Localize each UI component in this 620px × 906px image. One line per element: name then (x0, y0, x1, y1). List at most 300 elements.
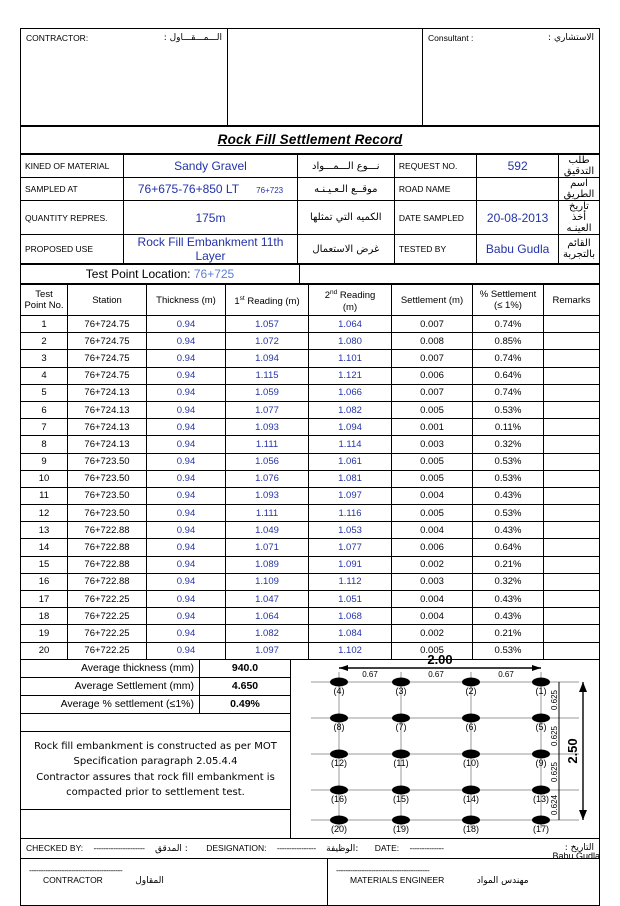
sampled-at-arabic: موقــع الـعـيـنـه (297, 178, 394, 201)
test-point-label-8: (8) (333, 721, 345, 732)
cell-thickness: 0.94 (147, 573, 226, 590)
table-row (21, 608, 599, 625)
cell-thickness: 0.94 (147, 591, 226, 608)
cell-settlement: 0.006 (392, 539, 473, 556)
test-point-label-5: (5) (535, 721, 547, 732)
cell-station: 76+724.13 (68, 436, 147, 453)
col-first-reading-rest: Reading (m) (244, 296, 300, 308)
checked-by-line[interactable]: --------------------- (93, 842, 145, 853)
quantity-repres-value[interactable]: 175m (124, 201, 297, 235)
cell-thickness: 0.94 (147, 487, 226, 504)
col-second-reading-rest: Reading (337, 290, 376, 302)
cell-test-point-no: 8 (21, 436, 68, 453)
sampled-at-chainage: 76+675-76+850 LT (137, 182, 239, 196)
dim-v-1: 0.625 (550, 725, 559, 746)
proposed-use-arabic: غرض الاستعمال (297, 235, 394, 264)
col-second-reading-num: 2 (324, 290, 331, 302)
test-point-label-20: (20) (330, 823, 348, 834)
consultant-cell (423, 29, 600, 126)
info-row-quantity (21, 201, 599, 235)
cell-second-reading: 1.068 (309, 608, 392, 625)
contractor-signature-cell[interactable] (21, 858, 328, 905)
spacer-cell (21, 713, 290, 731)
col-remarks: Remarks (544, 285, 600, 316)
table-row (21, 522, 599, 539)
test-point-location-value[interactable]: 76+725 (193, 267, 235, 281)
sampled-at-extra: 76+723 (256, 186, 284, 195)
test-point-label-11: (11) (393, 757, 409, 768)
cell-remarks (544, 591, 600, 608)
cell-first-reading: 1.111 (226, 436, 309, 453)
info-row-sampled-at (21, 178, 599, 201)
col-pct-line2: (≤ 1%) (494, 300, 522, 311)
cell-settlement: 0.002 (392, 625, 473, 642)
average-settlement-row (21, 677, 290, 695)
cell-pct-settlement: 0.85% (473, 333, 544, 350)
cell-settlement: 0.003 (392, 573, 473, 590)
dim-arrow-right-bottom (579, 810, 587, 820)
kind-of-material-value[interactable]: Sandy Gravel (124, 155, 297, 178)
note-line-1: Rock fill embankment is constructed as per MOT (34, 740, 277, 752)
road-name-value[interactable] (477, 178, 559, 201)
form-sheet (20, 28, 600, 906)
cell-first-reading: 1.049 (226, 522, 309, 539)
cell-second-reading: 1.082 (309, 401, 392, 418)
info-row-material (21, 155, 599, 178)
test-point-location-cell (21, 265, 300, 284)
average-pct-row (21, 695, 290, 713)
cell-station: 76+723.50 (68, 505, 147, 522)
road-name-arabic: اسم الطريق (558, 178, 599, 201)
cell-test-point-no: 7 (21, 419, 68, 436)
cell-settlement: 0.005 (392, 401, 473, 418)
cell-thickness: 0.94 (147, 642, 226, 659)
test-point-label-19: (19) (392, 823, 410, 834)
consultant-label: Consultant : (428, 33, 474, 43)
average-pct-value: 0.49% (200, 695, 291, 713)
cell-second-reading: 1.097 (309, 487, 392, 504)
cell-thickness: 0.94 (147, 539, 226, 556)
dim-h-2: 0.67 (498, 669, 514, 679)
cell-second-reading: 1.121 (309, 367, 392, 384)
cell-first-reading: 1.076 (226, 470, 309, 487)
designation-arabic: الوظيفة: (326, 843, 359, 854)
cell-remarks (544, 333, 600, 350)
cell-remarks (544, 401, 600, 418)
note-line-3: Contractor assures that rock fill embankment is (36, 771, 275, 783)
cell-test-point-no: 15 (21, 556, 68, 573)
date-arabic: التاريخ : (564, 842, 594, 853)
settlement-data-table (21, 284, 599, 660)
average-settlement-value: 4.650 (200, 677, 291, 695)
title-cell (21, 127, 599, 154)
cell-second-reading: 1.116 (309, 505, 392, 522)
date-sampled-label: DATE SAMPLED (394, 201, 476, 235)
byline-wrap (0, 843, 600, 864)
cell-station: 76+722.88 (68, 522, 147, 539)
test-point-label-3: (3) (395, 685, 407, 696)
cell-remarks (544, 350, 600, 367)
info-row-proposed-use (21, 235, 599, 264)
cell-pct-settlement: 0.64% (473, 367, 544, 384)
cell-first-reading: 1.093 (226, 419, 309, 436)
test-point-label-13: (13) (532, 793, 550, 804)
cell-test-point-no: 18 (21, 608, 68, 625)
table-row (21, 556, 599, 573)
cell-pct-settlement: 0.43% (473, 522, 544, 539)
spacer-row (21, 713, 290, 731)
col-test-point-no (21, 285, 68, 316)
cell-second-reading: 1.112 (309, 573, 392, 590)
table-row (21, 350, 599, 367)
dim-arrow-top-1 (532, 665, 541, 671)
test-point-label-2: (2) (465, 685, 477, 696)
cell-pct-settlement: 0.53% (473, 470, 544, 487)
cell-station: 76+724.13 (68, 384, 147, 401)
summary-panel (21, 660, 291, 838)
cell-test-point-no: 6 (21, 401, 68, 418)
cell-remarks (544, 453, 600, 470)
table-row (21, 642, 599, 659)
cell-settlement: 0.004 (392, 487, 473, 504)
cell-remarks (544, 642, 600, 659)
note-row (21, 731, 290, 809)
cell-thickness: 0.94 (147, 333, 226, 350)
cell-remarks (544, 608, 600, 625)
cell-second-reading: 1.091 (309, 556, 392, 573)
col-station: Station (68, 285, 147, 316)
cell-second-reading: 1.084 (309, 625, 392, 642)
designation-line[interactable]: ---------------- (276, 842, 316, 853)
dim-v-0: 0.625 (550, 689, 559, 710)
date-label: DATE: (374, 842, 400, 853)
cell-test-point-no: 5 (21, 384, 68, 401)
table-row (21, 487, 599, 504)
cell-first-reading: 1.093 (226, 487, 309, 504)
cell-remarks (544, 505, 600, 522)
col-first-reading (226, 285, 309, 316)
col-first-reading-num: 1 (234, 296, 240, 308)
sampled-at-label: SAMPLED AT (21, 178, 124, 201)
test-point-label-14: (14) (462, 793, 480, 804)
table-row (21, 419, 599, 436)
cell-first-reading: 1.047 (226, 591, 309, 608)
test-point-label-18: (18) (462, 823, 480, 834)
cell-settlement: 0.004 (392, 608, 473, 625)
note-line-2: Specification paragraph 2.05.4.4 (73, 756, 238, 768)
cell-pct-settlement: 0.21% (473, 556, 544, 573)
table-body (21, 316, 599, 660)
cell-settlement: 0.007 (392, 316, 473, 333)
table-row (21, 384, 599, 401)
checked-by-label: CHECKED BY: (26, 842, 84, 853)
cell-second-reading: 1.114 (309, 436, 392, 453)
cell-station: 76+722.88 (68, 556, 147, 573)
materials-engineer-label: MATERIALS ENGINEER (350, 874, 445, 885)
stamp-cell (228, 29, 423, 126)
cell-second-reading: 1.061 (309, 453, 392, 470)
averages-table (21, 660, 290, 827)
cell-thickness: 0.94 (147, 316, 226, 333)
date-sampled-value[interactable]: 20-08-2013 (477, 201, 559, 235)
cell-thickness: 0.94 (147, 419, 226, 436)
cell-pct-settlement: 0.53% (473, 401, 544, 418)
cell-settlement: 0.006 (392, 367, 473, 384)
col-settlement: Settlement (m) (392, 285, 473, 316)
cell-thickness: 0.94 (147, 453, 226, 470)
cell-test-point-no: 19 (21, 625, 68, 642)
contractor-label: CONTRACTOR: (26, 33, 89, 43)
cell-test-point-no: 20 (21, 642, 68, 659)
cell-first-reading: 1.056 (226, 453, 309, 470)
test-point-label-4: (4) (333, 685, 345, 696)
col-thickness: Thickness (m) (147, 285, 226, 316)
cell-settlement: 0.005 (392, 453, 473, 470)
blank-cell (21, 809, 290, 827)
cell-first-reading: 1.111 (226, 505, 309, 522)
cell-station: 76+722.25 (68, 591, 147, 608)
test-point-label-7: (7) (395, 721, 407, 732)
cell-remarks (544, 625, 600, 642)
request-no-label: REQUEST NO. (394, 155, 476, 178)
cell-settlement: 0.004 (392, 522, 473, 539)
dim-total-height-label: 2.50 (565, 738, 580, 764)
cell-first-reading: 1.059 (226, 384, 309, 401)
cell-thickness: 0.94 (147, 350, 226, 367)
cell-second-reading: 1.081 (309, 470, 392, 487)
cell-station: 76+722.88 (68, 573, 147, 590)
cell-first-reading: 1.077 (226, 401, 309, 418)
table-row (21, 591, 599, 608)
cell-thickness: 0.94 (147, 608, 226, 625)
test-point-label-15: (15) (392, 793, 410, 804)
cell-test-point-no: 16 (21, 573, 68, 590)
cell-thickness: 0.94 (147, 522, 226, 539)
col-first-reading-sup: st (239, 294, 245, 302)
cell-settlement: 0.003 (392, 436, 473, 453)
cell-pct-settlement: 0.53% (473, 505, 544, 522)
title-band (21, 126, 599, 154)
materials-engineer-arabic: مهندس المواد (476, 875, 529, 886)
cell-station: 76+722.25 (68, 642, 147, 659)
cell-settlement: 0.002 (392, 556, 473, 573)
cell-station: 76+724.75 (68, 350, 147, 367)
cell-second-reading: 1.094 (309, 419, 392, 436)
contractor-cell (21, 29, 228, 126)
test-point-location-label: Test Point Location: (85, 267, 191, 281)
cell-first-reading: 1.109 (226, 573, 309, 590)
cell-thickness: 0.94 (147, 367, 226, 384)
kind-of-material-label: KINED OF MATERIAL (21, 155, 124, 178)
request-no-value[interactable]: 592 (477, 155, 559, 178)
byline: Babu Gudla (552, 851, 600, 861)
cell-remarks (544, 522, 600, 539)
table-row (21, 470, 599, 487)
test-point-label-16: (16) (330, 793, 348, 804)
test-point-label-1: (1) (535, 685, 547, 696)
quantity-repres-arabic: الكميه التي تمثلها (297, 201, 394, 235)
cell-thickness: 0.94 (147, 556, 226, 573)
cell-test-point-no: 1 (21, 316, 68, 333)
blank-row (21, 809, 290, 827)
cell-station: 76+724.75 (68, 367, 147, 384)
page-title: Rock Fill Settlement Record (217, 132, 403, 147)
proposed-use-label: PROPOSED USE (21, 235, 124, 264)
sampled-at-value[interactable] (124, 178, 297, 201)
col-second-reading-sup: nd (330, 289, 338, 297)
col-second-reading-line2: (m) (342, 301, 358, 313)
cell-settlement: 0.008 (392, 333, 473, 350)
cell-first-reading: 1.071 (226, 539, 309, 556)
col-pct-settlement (473, 285, 544, 316)
table-row (21, 316, 599, 333)
cell-pct-settlement: 0.32% (473, 573, 544, 590)
tested-by-arabic: القائم بالتجربة (558, 235, 599, 264)
cell-test-point-no: 12 (21, 505, 68, 522)
cell-thickness: 0.94 (147, 505, 226, 522)
cell-settlement: 0.007 (392, 384, 473, 401)
designation-label: DESIGNATION: (206, 842, 267, 853)
cell-station: 76+724.13 (68, 419, 147, 436)
cell-pct-settlement: 0.21% (473, 625, 544, 642)
test-point-label-17: (17) (532, 823, 550, 834)
cell-remarks (544, 316, 600, 333)
cell-test-point-no: 13 (21, 522, 68, 539)
cell-station: 76+724.75 (68, 316, 147, 333)
cell-test-point-no: 4 (21, 367, 68, 384)
cell-test-point-no: 3 (21, 350, 68, 367)
cell-pct-settlement: 0.74% (473, 316, 544, 333)
note-block (21, 732, 290, 809)
cell-settlement: 0.005 (392, 505, 473, 522)
cell-second-reading: 1.080 (309, 333, 392, 350)
cell-station: 76+722.25 (68, 608, 147, 625)
dim-arrow-right-top (579, 682, 587, 692)
average-pct-label: Average % settlement (≤1%) (21, 695, 200, 713)
table-row (21, 367, 599, 384)
average-thickness-row (21, 660, 290, 678)
cell-first-reading: 1.089 (226, 556, 309, 573)
cell-test-point-no: 14 (21, 539, 68, 556)
cell-settlement: 0.001 (392, 419, 473, 436)
cell-first-reading: 1.115 (226, 367, 309, 384)
cell-remarks (544, 384, 600, 401)
contractor-label-arabic: الـــمـــقـــاول : (163, 33, 222, 43)
date-line[interactable]: -------------- (409, 842, 444, 853)
test-point-label-12: (12) (330, 757, 348, 768)
col-pct-line1: % Settlement (479, 289, 537, 300)
cell-pct-settlement: 0.53% (473, 453, 544, 470)
cell-pct-settlement: 0.74% (473, 350, 544, 367)
request-no-arabic: طلب التدقيق (558, 155, 599, 178)
info-block (21, 154, 599, 264)
contractor-signature-arabic: المقاول (135, 875, 164, 886)
checked-by-arabic: المدقق : (154, 843, 188, 854)
dim-h-0: 0.67 (362, 669, 378, 679)
materials-engineer-signature-cell[interactable] (328, 858, 600, 905)
cell-remarks (544, 419, 600, 436)
cell-remarks (544, 556, 600, 573)
table-row (21, 436, 599, 453)
cell-thickness: 0.94 (147, 625, 226, 642)
test-point-location-band (21, 264, 599, 284)
tested-by-value[interactable]: Babu Gudla (477, 235, 559, 264)
cell-second-reading: 1.064 (309, 316, 392, 333)
cell-first-reading: 1.097 (226, 642, 309, 659)
table-header (21, 285, 599, 316)
quantity-repres-label: QUANTITY REPRES. (21, 201, 124, 235)
test-point-label-10: (10) (462, 757, 480, 768)
table-row (21, 539, 599, 556)
date-sampled-arabic: تاريخ أخذ العينـه (558, 201, 599, 235)
consultant-label-arabic: الاستشاري : (548, 33, 594, 43)
contractor-signature-label: CONTRACTOR (43, 874, 103, 885)
cell-remarks (544, 487, 600, 504)
cell-remarks (544, 367, 600, 384)
test-point-location-blank (300, 265, 600, 284)
cell-test-point-no: 17 (21, 591, 68, 608)
note-line-4: compacted prior to settlement test. (66, 787, 245, 799)
cell-second-reading: 1.051 (309, 591, 392, 608)
cell-remarks (544, 539, 600, 556)
cell-settlement: 0.005 (392, 470, 473, 487)
kind-of-material-arabic: نـــوع الـــمـــواد (297, 155, 394, 178)
cell-pct-settlement: 0.43% (473, 608, 544, 625)
cell-settlement: 0.004 (392, 591, 473, 608)
average-settlement-label: Average Settlement (mm) (21, 677, 200, 695)
average-thickness-label: Average thickness (mm) (21, 660, 200, 678)
cell-pct-settlement: 0.32% (473, 436, 544, 453)
signature-band (21, 858, 599, 905)
col-second-reading (309, 285, 392, 316)
cell-pct-settlement: 0.64% (473, 539, 544, 556)
cell-first-reading: 1.057 (226, 316, 309, 333)
cell-station: 76+724.75 (68, 333, 147, 350)
cell-remarks (544, 573, 600, 590)
table-row (21, 333, 599, 350)
cell-station: 76+723.50 (68, 487, 147, 504)
table-row (21, 505, 599, 522)
tested-by-label: TESTED BY (394, 235, 476, 264)
proposed-use-value[interactable]: Rock Fill Embankment 11th Layer (124, 235, 297, 264)
dim-v-2: 0.625 (550, 761, 559, 782)
cell-test-point-no: 10 (21, 470, 68, 487)
cell-pct-settlement: 0.53% (473, 642, 544, 659)
cell-station: 76+722.88 (68, 539, 147, 556)
col-test-point-line2: Point No. (24, 300, 64, 311)
dim-arrow-top-0 (339, 665, 348, 671)
cell-test-point-no: 9 (21, 453, 68, 470)
cell-remarks (544, 436, 600, 453)
cell-second-reading: 1.066 (309, 384, 392, 401)
cell-station: 76+723.50 (68, 453, 147, 470)
cell-second-reading: 1.077 (309, 539, 392, 556)
parties-band (21, 29, 599, 126)
table-row (21, 625, 599, 642)
table-row (21, 573, 599, 590)
cell-pct-settlement: 0.43% (473, 591, 544, 608)
cell-second-reading: 1.101 (309, 350, 392, 367)
cell-thickness: 0.94 (147, 436, 226, 453)
cell-pct-settlement: 0.11% (473, 419, 544, 436)
contractor-signature-line: ---------------------------------------- (29, 864, 123, 875)
cell-first-reading: 1.094 (226, 350, 309, 367)
cell-thickness: 0.94 (147, 470, 226, 487)
cell-station: 76+724.13 (68, 401, 147, 418)
dim-total-width-label: 2.00 (427, 651, 453, 667)
test-point-label-9: (9) (535, 757, 547, 768)
cell-station: 76+722.25 (68, 625, 147, 642)
